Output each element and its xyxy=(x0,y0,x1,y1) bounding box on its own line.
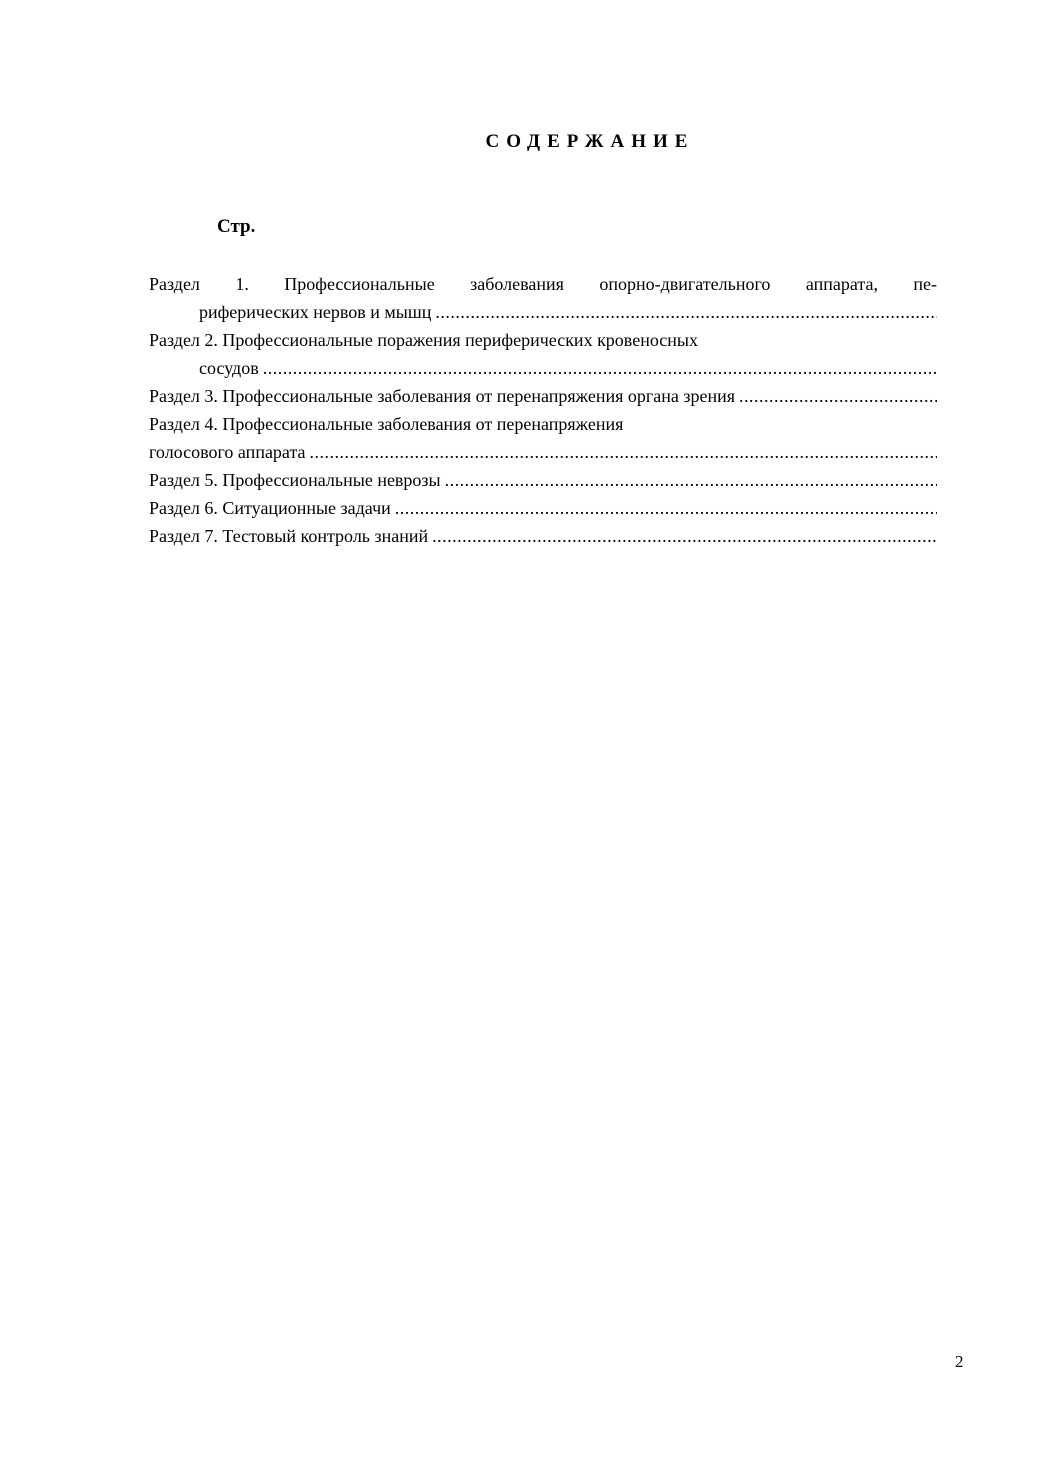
toc-entry-2-line-2 xyxy=(149,354,937,382)
toc-entry-7 xyxy=(149,522,937,550)
toc-entry-5 xyxy=(149,466,937,494)
toc-entry-4-line-2 xyxy=(149,438,937,466)
toc-leader-dots xyxy=(445,466,937,494)
toc-entry-1-line-2 xyxy=(149,298,937,326)
toc-entry-3 xyxy=(149,382,937,410)
toc-entry-1-line-1 xyxy=(149,270,937,298)
toc-entry-text: сосудов xyxy=(199,358,259,378)
toc-leader-dots xyxy=(310,438,937,466)
toc-entry-text: Раздел 5. Профессиональные неврозы xyxy=(149,470,441,490)
toc-entry-2-line-1 xyxy=(149,326,937,354)
toc-entry-text: Раздел 6. Ситуационные задачи xyxy=(149,498,391,518)
toc-leader-dots xyxy=(432,522,937,550)
toc-leader-dots xyxy=(739,382,937,410)
toc-entry-text: голосового аппарата xyxy=(149,442,306,462)
toc-entry-text: Раздел 3. Профессиональные заболевания от перенапряжения органа зрения xyxy=(149,386,736,406)
toc-entry-text: риферических нервов и мышц xyxy=(199,302,432,322)
page-title: СОДЕРЖАНИЕ xyxy=(485,131,695,152)
toc-entry-text: Раздел 4. Профессиональные заболевания от перенапряжения xyxy=(149,414,624,434)
page-column-label: Стр. xyxy=(217,216,256,237)
toc-entry-text: Раздел 2. Профессиональные поражения периферических кровеносных xyxy=(149,330,698,350)
toc-leader-dots xyxy=(263,354,937,382)
toc-entry-4-line-1 xyxy=(149,410,937,438)
toc-entry-6 xyxy=(149,494,937,522)
toc-leader-dots xyxy=(435,298,937,326)
toc-entry-text: Раздел 7. Тестовый контроль знаний xyxy=(149,526,429,546)
table-of-contents xyxy=(149,270,937,550)
page-number: 2 xyxy=(955,1352,964,1371)
toc-leader-dots xyxy=(395,494,937,522)
toc-entry-text: Раздел 1. Профессиональные заболевания опорно-двигательного аппарата, пе- xyxy=(149,274,937,294)
